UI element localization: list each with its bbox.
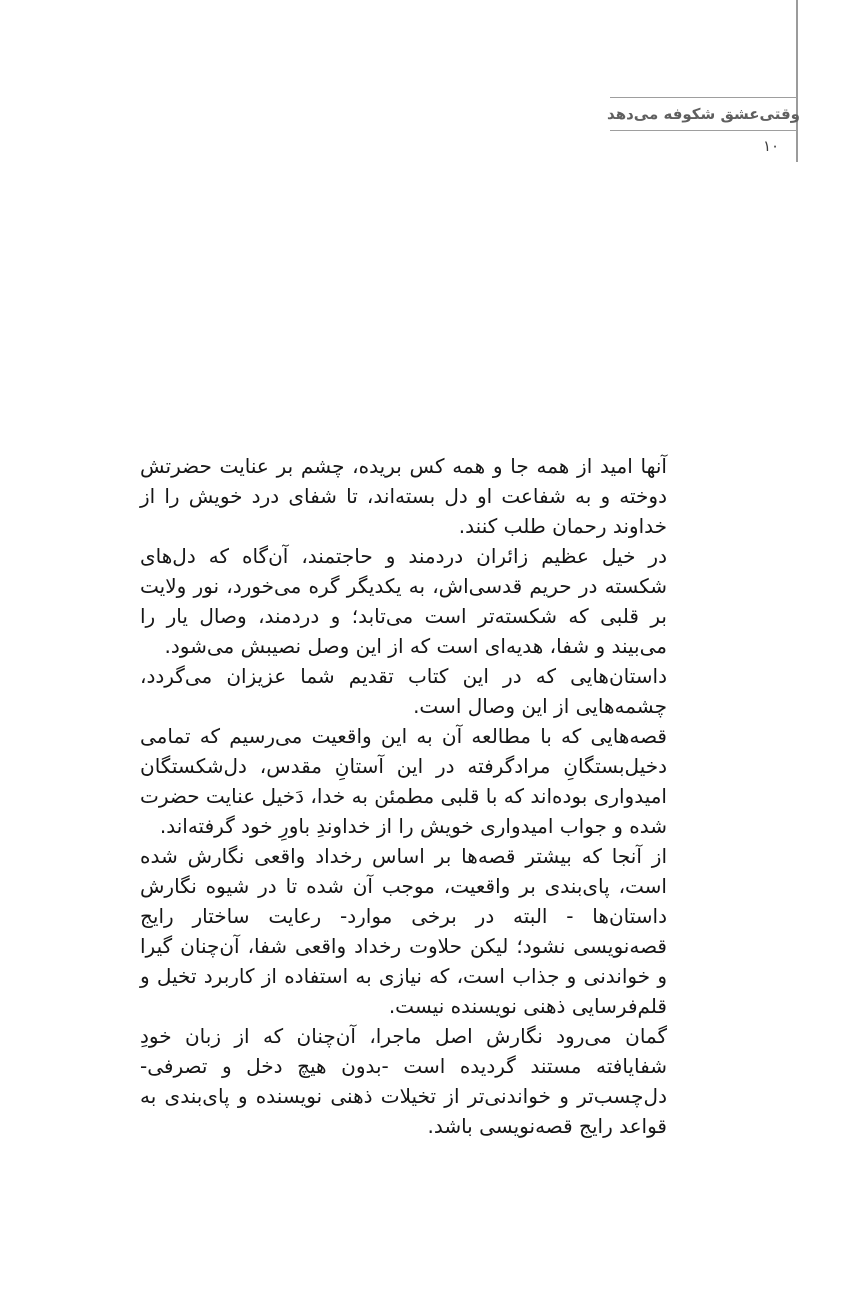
page-number: ۱۰ (762, 137, 780, 155)
paragraph: گمان می‌رود نگارش اصل ماجرا، آن‌چنان که از زبان خودِ شفایافته مستند گردیده است -بدون هیچ دخل و تصرفی- دل‌چسب‌تر و خواندنی‌تر از تخیلات ذهنی نویسنده و پای‌بندی به قواعد رایج قصه‌نویسی باشد. (140, 1024, 667, 1138)
paragraph: قصه‌هایی که با مطالعه آن به این واقعیت می‌رسیم که تمامی دخیل‌بستگانِ مرادگرفته در این آستانِ مقدس، دل‌شکستگان امیدواری بوده‌اند که با قلبی مطمئن به خدا، دَخیل عنایت حضرت شده و جواب امیدواری خویش را از خداوندِ باورِ خود گرفته‌اند. (140, 724, 667, 838)
corner-vertical-rule (796, 0, 798, 162)
running-header (607, 97, 800, 131)
paragraph: آنها امید از همه جا و همه کس بریده، چشم بر عنایت حضرتش دوخته و به شفاعت او دل بسته‌اند، تا شفای درد خویش را از خداوند رحمان طلب کنند. (140, 454, 667, 538)
book-title: وقتی‌عشق شکوفه می‌دهد (607, 105, 800, 123)
paragraph: در خیل عظیم زائران دردمند و حاجتمند، آن‌گاه که دل‌های شکسته در حریم قدسی‌اش، به یکدیگر گره می‌خورد، نور ولایت بر قلبی که شکسته‌تر است می‌تابد؛ و دردمند، وصال یار را می‌بیند و شفا، هدیه‌ای است که از این وصل نصیبش می‌شود. (140, 544, 667, 658)
paragraph: داستان‌هایی که در این کتاب تقدیم شما عزیزان می‌گردد، چشمه‌هایی از این وصال است. (140, 664, 667, 718)
paragraph: از آنجا که بیشتر قصه‌ها بر اساس رخداد واقعی نگارش شده است، پای‌بندی بر واقعیت، موجب آن شده تا در شیوه نگارش داستان‌ها - البته در برخی موارد- رعایت ساختار رایج قصه‌نویسی نشود؛ لیکن حلاوت رخداد واقعی شفا، آن‌چنان گیرا و خواندنی و جذاب است، که نیازی به استفاده از کاربرد تخیل و قلم‌فرسایی ذهنی نویسنده نیست. (140, 844, 667, 1018)
body-text-block (140, 451, 667, 1141)
